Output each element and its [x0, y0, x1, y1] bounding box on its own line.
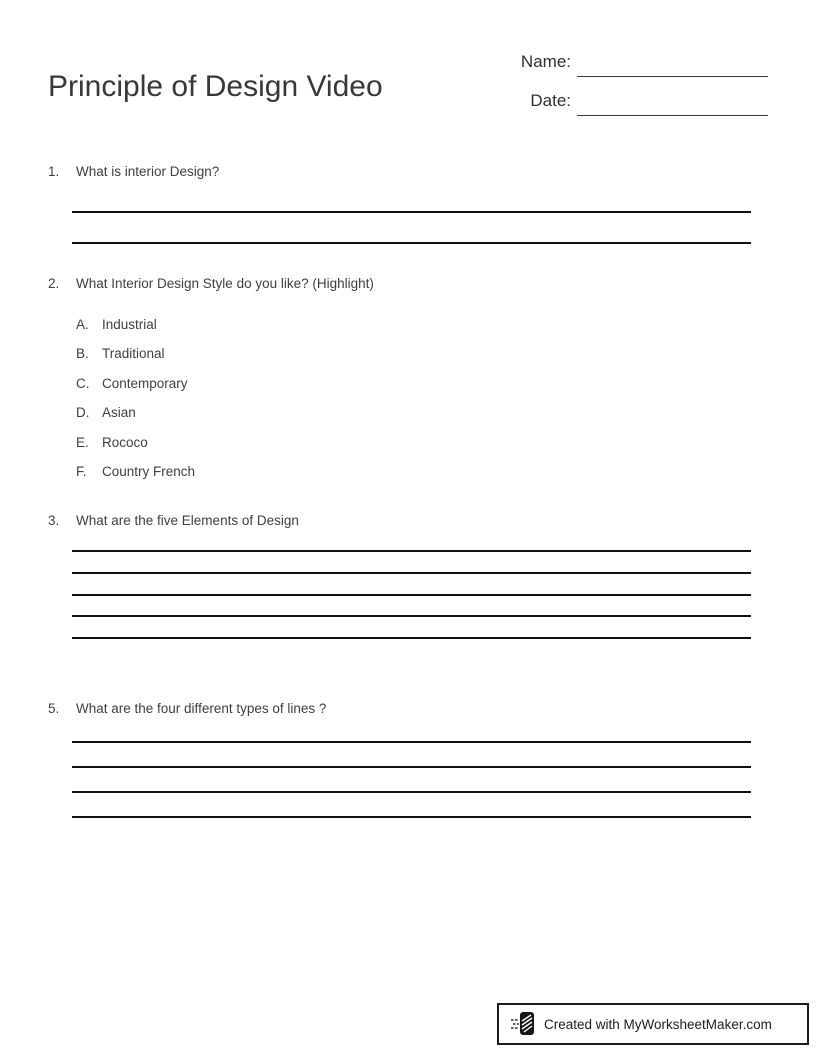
question-3-answer-lines	[72, 550, 751, 639]
choice-letter: A.	[76, 317, 89, 332]
choice-country-french	[76, 464, 195, 480]
answer-line	[72, 594, 751, 596]
choice-letter: C.	[76, 375, 90, 391]
date-blank-line	[577, 90, 768, 116]
name-field	[490, 51, 768, 77]
name-blank-line	[577, 51, 768, 77]
answer-line	[72, 637, 751, 639]
choice-label: Contemporary	[102, 375, 188, 391]
choice-rococo	[76, 435, 195, 451]
question-2-choices	[76, 317, 195, 480]
question-5	[48, 701, 326, 717]
answer-line	[72, 791, 751, 793]
choice-label: Asian	[102, 405, 136, 421]
choice-letter: B.	[76, 346, 89, 362]
answer-line	[72, 572, 751, 574]
question-2	[48, 276, 374, 292]
question-1	[48, 164, 219, 180]
question-3	[48, 513, 299, 529]
answer-line	[72, 550, 751, 552]
answer-line	[72, 766, 751, 768]
question-5-number: 5.	[48, 701, 60, 716]
question-5-text: What are the four different types of lines ?	[76, 701, 327, 716]
question-2-number: 2.	[48, 276, 60, 291]
choice-label: Traditional	[102, 346, 165, 362]
date-label: Date:	[530, 91, 571, 110]
date-field	[490, 90, 768, 116]
choice-label: Country French	[102, 463, 196, 479]
answer-line	[72, 211, 751, 213]
question-3-text: What are the five Elements of Design	[76, 513, 299, 528]
question-5-answer-lines	[72, 741, 751, 818]
choice-letter: F.	[76, 463, 87, 479]
question-3-number: 3.	[48, 513, 60, 528]
answer-line	[72, 741, 751, 743]
myworksheetmaker-logo-icon	[511, 1011, 535, 1037]
question-1-text: What is interior Design?	[76, 164, 220, 179]
choice-label: Rococo	[102, 434, 148, 450]
answer-line	[72, 816, 751, 818]
question-2-text: What Interior Design Style do you like? (Highlight)	[76, 276, 374, 291]
choice-letter: D.	[76, 405, 90, 421]
credit-text: Created with MyWorksheetMaker.com	[544, 1016, 772, 1032]
choice-letter: E.	[76, 434, 89, 450]
page-title: Principle of Design Video	[48, 70, 383, 104]
question-1-number: 1.	[48, 164, 60, 179]
question-1-answer-lines	[72, 211, 751, 244]
choice-asian	[76, 405, 195, 421]
answer-line	[72, 615, 751, 617]
choice-industrial	[76, 317, 195, 333]
name-label: Name:	[520, 52, 571, 71]
choice-label: Industrial	[102, 317, 157, 332]
answer-line	[72, 242, 751, 244]
credit-box	[497, 1003, 809, 1045]
choice-traditional	[76, 346, 195, 362]
choice-contemporary	[76, 376, 195, 392]
